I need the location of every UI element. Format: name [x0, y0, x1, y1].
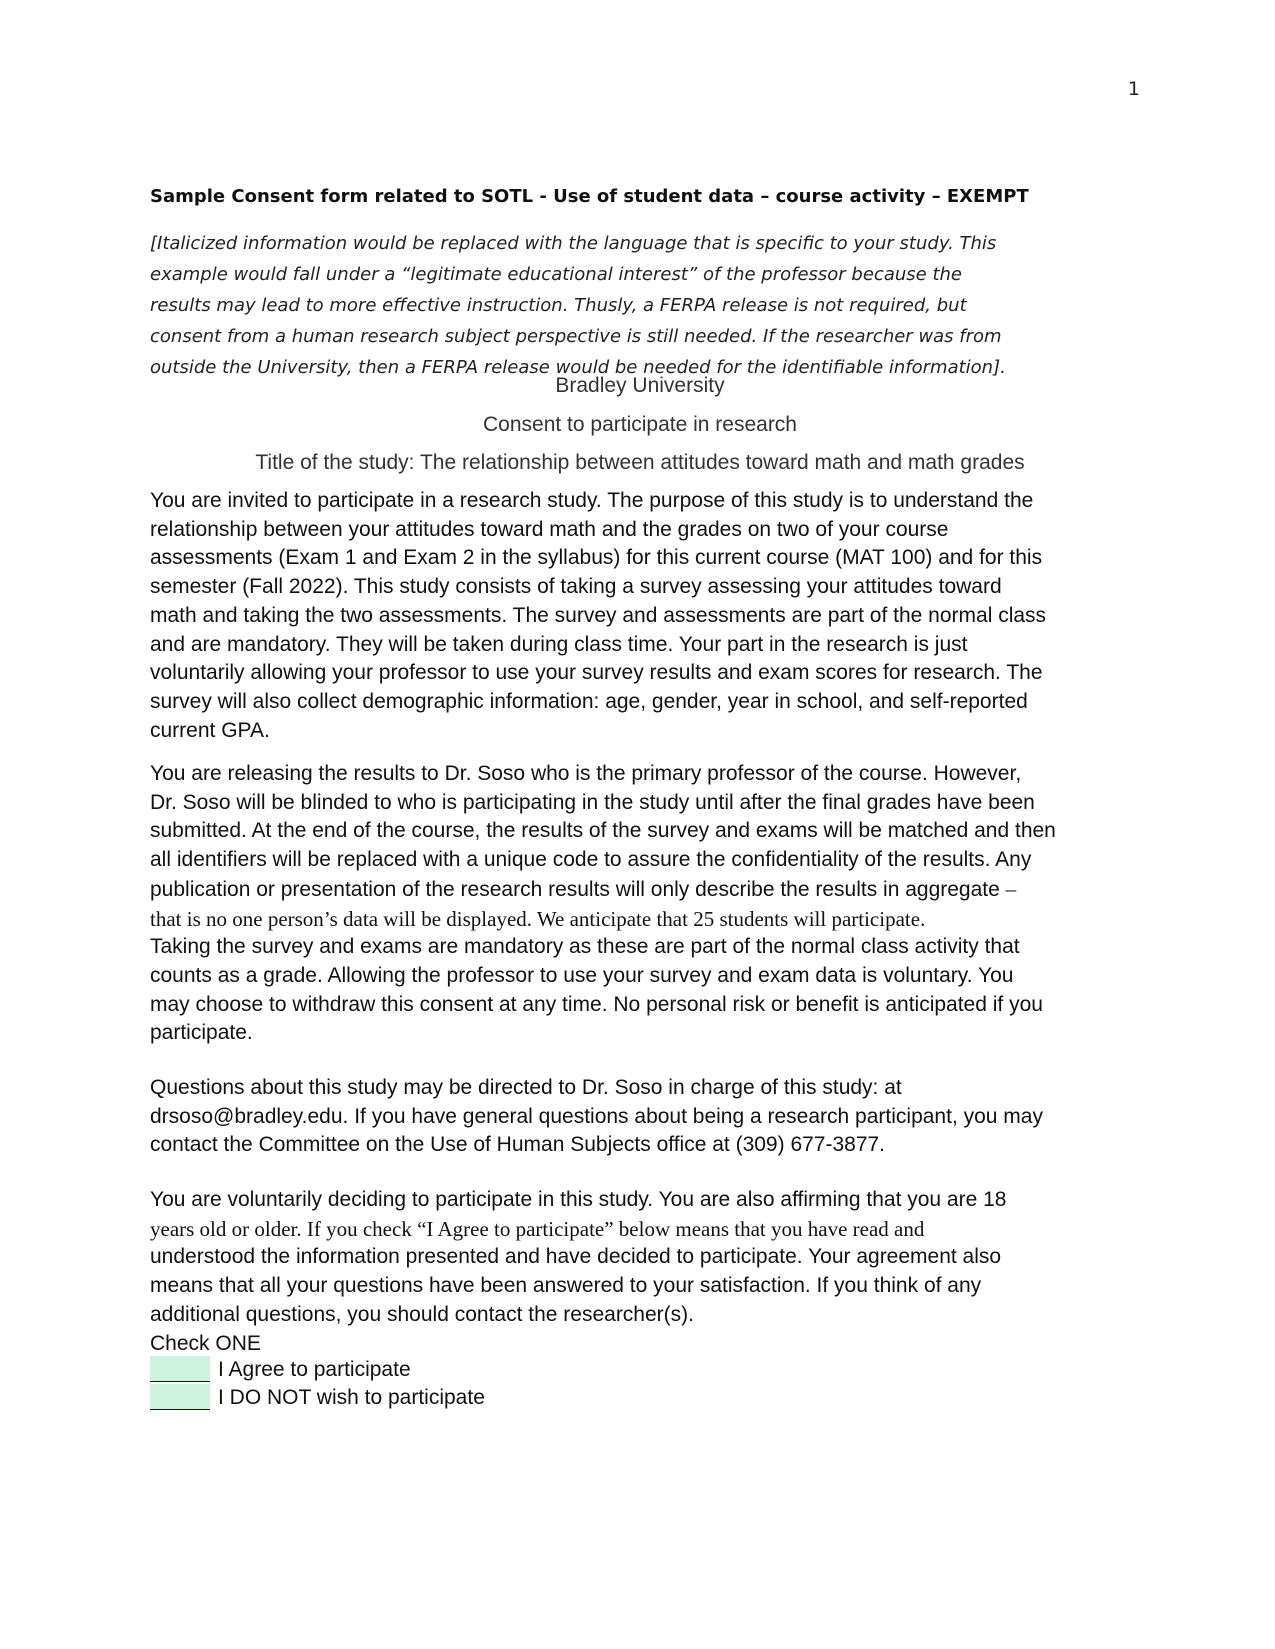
paragraph-line: and are mandatory. They will be taken during class time. Your part in the research is just [150, 632, 968, 656]
paragraph-line: semester (Fall 2022). This study consists of taking a survey assessing your attitudes toward [150, 575, 1002, 599]
paragraph-line: means that all your questions have been answered to your satisfaction. If you think of any [150, 1274, 982, 1298]
paragraph-line: additional questions, you should contact the researcher(s). [150, 1302, 694, 1326]
paragraph-line: relationship between your attitudes toward math and the grades on two of your course [150, 517, 949, 541]
paragraph-line: current GPA. [150, 718, 270, 742]
note-line: [Italicized information would be replaced with the language that is specific to your study. This [150, 233, 997, 254]
paragraph-line: survey will also collect demographic information: age, gender, year in school, and self-reported [150, 689, 1028, 713]
dash-text: – [1005, 876, 1017, 901]
paragraph-line: that is no one person’s data will be displayed. We anticipate that 25 students will participate. [150, 906, 926, 931]
paragraph-line: voluntarily allowing your professor to use your survey results and exam scores for research. The [150, 661, 1043, 685]
study-title: Title of the study: The relationship between attitudes toward math and math grades [255, 451, 1025, 474]
consent-title: Consent to participate in research [482, 413, 797, 436]
paragraph-line: all identifiers will be replaced with a unique code to assure the confidentiality of the results. Any [150, 848, 1032, 872]
note-line: outside the University, then a FERPA release would be needed for the identifiable information]. [150, 357, 1006, 378]
paragraph-line: You are invited to participate in a research study. The purpose of this study is to understand the [150, 489, 1034, 512]
paragraph-line: Questions about this study may be directed to Dr. Soso in charge of this study: at [150, 1076, 902, 1099]
paragraph-line: counts as a grade. Allowing the professor to use your survey and exam data is voluntary. You [150, 963, 1014, 987]
document-heading: Sample Consent form related to SOTL - Use of student data – course activity – EXEMPT [150, 186, 1029, 207]
paragraph-line: assessments (Exam 1 and Exam 2 in the syllabus) for this current course (MAT 100) and for this [150, 546, 1043, 570]
university-name: Bradley University [555, 374, 725, 397]
paragraph-line: Taking the survey and exams are mandatory as these are part of the normal class activity that [150, 935, 1020, 959]
line-text: publication or presentation of the research results will only describe the results in aggregate [150, 877, 1006, 901]
paragraph-line: years old or older. If you check “I Agree to participate” below means that you have read and [150, 1216, 925, 1241]
paragraph-line: drsoso@bradley.edu. If you have general questions about being a research participant, you may [150, 1104, 1043, 1128]
instruction-note [150, 228, 1130, 383]
paragraph-line: contact the Committee on the Use of Human Subjects office at (309) 677-3877. [150, 1133, 886, 1157]
note-line: results may lead to more effective instruction. Thusly, a FERPA release is not required, but [150, 295, 967, 316]
agree-option [150, 1356, 411, 1382]
paragraph-line: understood the information presented and have decided to participate. Your agreement also [150, 1245, 1002, 1269]
note-line: example would fall under a “legitimate educational interest” of the professor because the [150, 264, 962, 285]
paragraph-line: may choose to withdraw this consent at any time. No personal risk or benefit is anticipated if you [150, 992, 1043, 1016]
paragraph-line: You are voluntarily deciding to participate in this study. You are also affirming that you are 18 [150, 1188, 1007, 1211]
decline-option [150, 1384, 485, 1410]
agree-label: I Agree to participate [218, 1358, 411, 1381]
decline-label: I DO NOT wish to participate [218, 1386, 485, 1409]
contact-paragraph [150, 1074, 1140, 1160]
purpose-paragraph [150, 487, 1140, 745]
agreement-paragraph [150, 1186, 1140, 1358]
agree-checkbox-blank[interactable] [150, 1356, 210, 1382]
paragraph-line: Dr. Soso will be blinded to who is participating in the study until after the final grades have been [150, 790, 1035, 814]
paragraph-line: You are releasing the results to Dr. Soso who is the primary professor of the course. However, [150, 762, 1022, 785]
paragraph-line [150, 875, 1140, 905]
confidentiality-paragraph [150, 760, 1140, 1048]
check-one-label: Check ONE [150, 1331, 261, 1355]
decline-checkbox-blank[interactable] [150, 1384, 210, 1410]
note-line: consent from a human research subject perspective is still needed. If the researcher was from [150, 326, 1002, 347]
paragraph-line: submitted. At the end of the course, the results of the survey and exams will be matched and then [150, 819, 1056, 843]
paragraph-line: math and taking the two assessments. The survey and assessments are part of the normal class [150, 603, 1047, 627]
page-number: 1 [1127, 78, 1140, 100]
paragraph-line: participate. [150, 1021, 253, 1045]
